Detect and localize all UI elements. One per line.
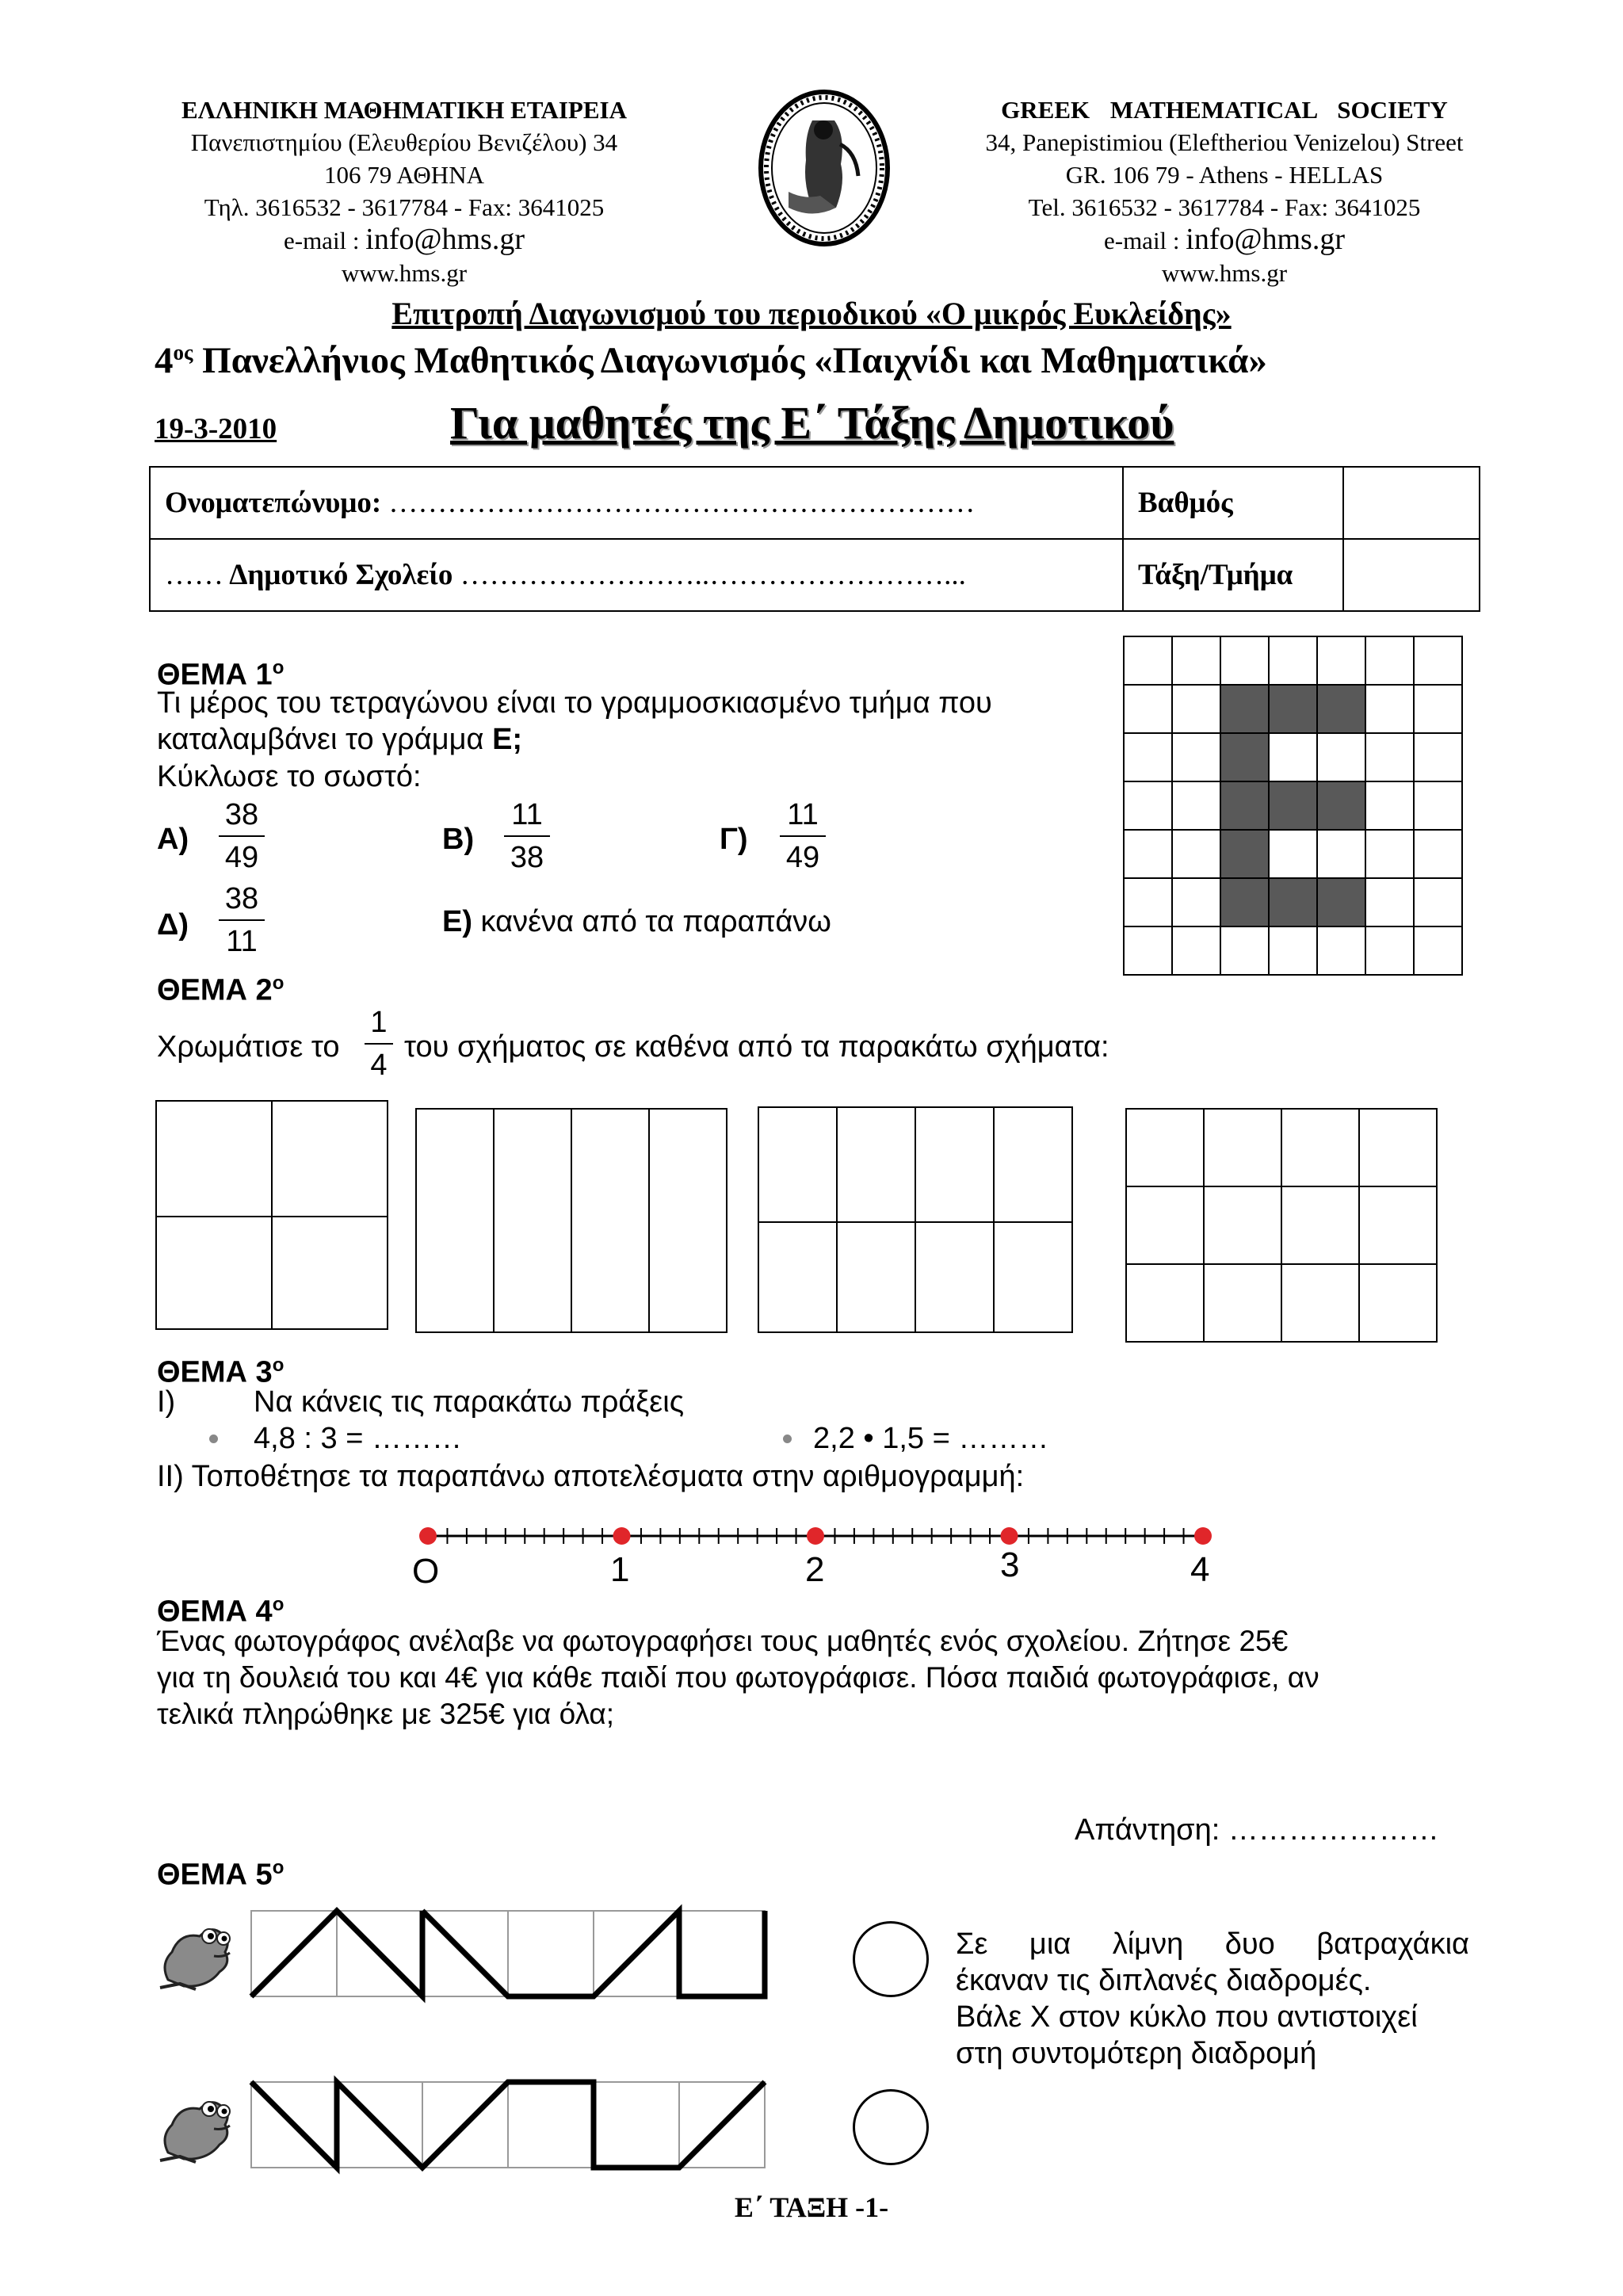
shape-grid-12[interactable]	[1125, 1108, 1439, 1346]
name-cell[interactable]: Ονοματεπώνυμο: ……………………………………………………	[150, 467, 1123, 539]
grade-value-cell[interactable]	[1343, 467, 1480, 539]
option-a-fraction[interactable]: 38 49	[219, 797, 265, 875]
header-right	[951, 94, 1498, 289]
q4-title: ΘΕΜΑ $4^o$	[157, 1594, 285, 1629]
q5-line2: έκαναν τις διπλανές διαδρομές.	[956, 1964, 1372, 1997]
frog-path-1	[250, 1910, 773, 2005]
q1-line2: καταλαμβάνει το γράμμα Ε;	[157, 723, 523, 756]
option-e[interactable]: Ε) κανένα από τα παραπάνω	[442, 905, 831, 938]
numberline-point	[1001, 1527, 1018, 1545]
q2-title: ΘΕΜΑ $2^o$	[157, 972, 285, 1007]
numberline-label-4: 4	[1190, 1550, 1210, 1589]
numberline-point	[419, 1527, 437, 1545]
grade-label-cell: Βαθμός	[1123, 467, 1343, 539]
shape-square-4[interactable]	[155, 1100, 390, 1331]
numberline-label-1: 1	[610, 1550, 630, 1589]
option-b-label[interactable]: Β)	[442, 823, 475, 856]
q5-title: ΘΕΜΑ $5^o$	[157, 1857, 285, 1892]
q3-part2-text: ΙΙ) Τοποθέτησε τα παραπάνω αποτελέσματα στην αριθμογραμμή:	[157, 1460, 1025, 1493]
address-en: 34, Panepistimiou (Eleftheriou Venizelou) Street	[985, 128, 1464, 156]
answer-circle-2[interactable]	[853, 2089, 929, 2165]
option-c-fraction[interactable]: 11 49	[780, 797, 826, 875]
numberline-point	[807, 1527, 824, 1545]
frog-path-2	[250, 2081, 773, 2176]
header-left	[135, 94, 674, 289]
q3-operation-2: 2,2 • 1,5 = ………	[813, 1422, 1049, 1455]
q4-line3: τελικά πληρώθηκε με 325€ για όλα;	[157, 1698, 615, 1730]
q1-title: ΘΕΜΑ $1^o$	[157, 657, 285, 692]
email-link-en[interactable]: info@hms.gr	[1186, 223, 1345, 256]
option-d-fraction[interactable]: 38 11	[219, 881, 265, 959]
q4-line1: Ένας φωτογράφος ανέλαβε να φωτογραφήσει τους μαθητές ενός σχολείου. Ζήτησε 25€	[157, 1625, 1289, 1657]
option-a-label[interactable]: Α)	[157, 823, 189, 856]
class-value-cell[interactable]	[1343, 539, 1480, 611]
option-d-label[interactable]: Δ)	[157, 908, 189, 942]
bullet-icon	[783, 1435, 792, 1443]
class-label-cell: Τάξη/Τμήμα	[1123, 539, 1343, 611]
school-cell[interactable]: …… Δημοτικό Σχολείο ……………………..……………………...	[150, 539, 1123, 611]
number-line[interactable]	[412, 1520, 1220, 1552]
exam-date: 19-3-2010	[155, 413, 277, 445]
q3-part1-text: Να κάνεις τις παρακάτω πράξεις	[254, 1385, 685, 1419]
committee-title: Επιτροπή Διαγωνισμού του περιοδικού «Ο μικρός Ευκλείδης»	[391, 296, 1232, 331]
letter-e-grid	[1124, 636, 1472, 977]
numberline-label-2: 2	[805, 1550, 825, 1589]
q5-line1: Σε μια λίμνη δυο βατραχάκια	[956, 1927, 1469, 1961]
frog-icon	[152, 1916, 239, 1996]
postcode-en: GR. 106 79 - Athens - HELLAS	[1065, 161, 1384, 189]
org-name-en: GREEK MATHEMATICAL SOCIETY	[1001, 96, 1448, 124]
shape-strips-4[interactable]	[415, 1108, 729, 1335]
q1-line1: Τι μέρος του τετραγώνου είναι το γραμμοσκιασμένο τμήμα που	[157, 686, 992, 720]
option-c-label[interactable]: Γ)	[720, 823, 748, 856]
numberline-point	[1194, 1527, 1212, 1545]
society-seal-icon	[757, 89, 892, 247]
shape-grid-8[interactable]	[758, 1106, 1075, 1336]
q2-text-before: Χρωμάτισε το	[157, 1030, 340, 1064]
q5-line3: Βάλε Χ στον κύκλο που αντιστοιχεί	[956, 2000, 1418, 2034]
q3-title: ΘΕΜΑ $3^o$	[157, 1354, 285, 1389]
bullet-icon	[209, 1435, 218, 1443]
q1-line3: Κύκλωσε το σωστό:	[157, 760, 422, 793]
numberline-label-3: 3	[1000, 1545, 1020, 1584]
student-info-table	[149, 466, 1480, 612]
contest-title: $4^{o\varsigma}$ Πανελλήνιος Μαθητικός Διαγωνισμός «Παιχνίδι και Μαθηματικά»	[155, 340, 1267, 381]
web-gr[interactable]: www.hms.gr	[341, 259, 468, 287]
answer-circle-1[interactable]	[853, 1921, 929, 1997]
grade-title: Για μαθητές της Ε΄ Τάξης Δημοτικού	[450, 397, 1174, 449]
address-gr: Πανεπιστημίου (Ελευθερίου Βενιζέλου) 34	[190, 128, 618, 156]
page-footer: Ε΄ ΤΑΞΗ -1-	[734, 2191, 889, 2223]
q2-fraction: 1 4	[365, 1005, 393, 1083]
org-name-gr: ΕΛΛΗΝΙΚΗ ΜΑΘΗΜΑΤΙΚΗ ΕΤΑΙΡΕΙΑ	[181, 96, 627, 124]
phone-gr: Τηλ. 3616532 - 3617784 - Fax: 3641025	[204, 193, 605, 221]
numberline-label-0: Ο	[412, 1552, 440, 1591]
q3-part1-label: Ι)	[157, 1385, 176, 1419]
email-link-gr[interactable]: info@hms.gr	[365, 223, 525, 256]
phone-en: Tel. 3616532 - 3617784 - Fax: 3641025	[1028, 193, 1421, 221]
q2-text-after: του σχήματος σε καθένα από τα παρακάτω σχήματα:	[404, 1030, 1109, 1064]
email-gr: e-mail : info@hms.gr	[283, 223, 525, 256]
q4-line2: για τη δουλειά του και 4€ για κάθε παιδί που φωτογράφισε. Πόσα παιδιά φωτογράφισε, αν	[157, 1661, 1319, 1694]
q5-line4: στη συντομότερη διαδρομή	[956, 2037, 1317, 2070]
web-en[interactable]: www.hms.gr	[1161, 259, 1288, 287]
q3-operation-1: 4,8 : 3 = ………	[254, 1422, 462, 1455]
frog-icon	[152, 2089, 239, 2168]
email-en: e-mail : info@hms.gr	[1103, 223, 1345, 256]
numberline-point	[613, 1527, 631, 1545]
option-b-fraction[interactable]: 11 38	[504, 797, 550, 875]
q4-answer[interactable]: Απάντηση: …………………	[1075, 1813, 1439, 1847]
postcode-gr: 106 79 ΑΘΗΝΑ	[324, 161, 484, 189]
